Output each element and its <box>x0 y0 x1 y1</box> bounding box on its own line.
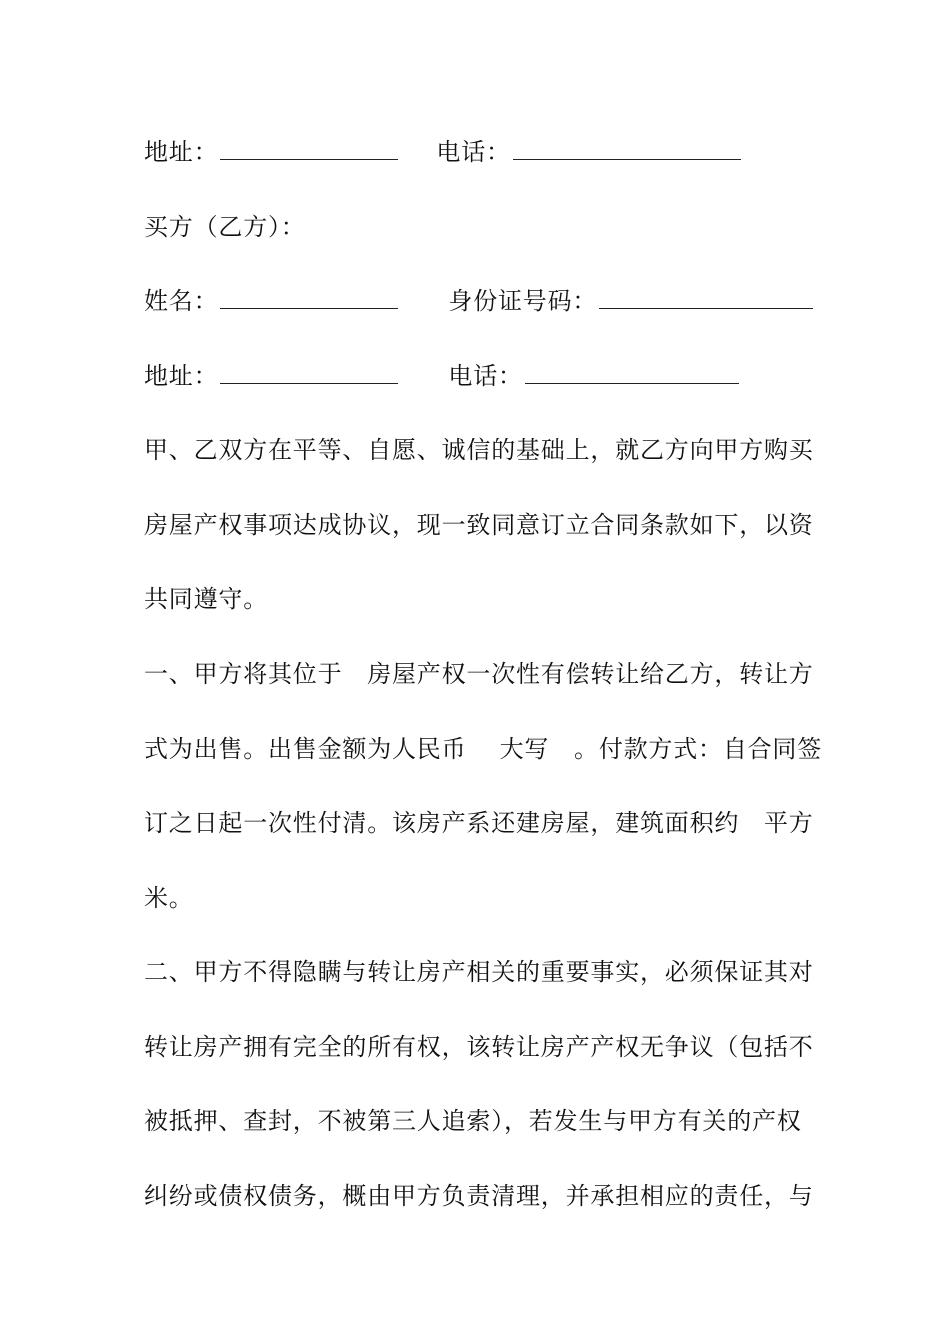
body-line: 式为出售。出售金额为人民币 大写 。付款方式：自合同签 <box>144 735 823 763</box>
buyer-heading: 买方（乙方）： <box>144 213 306 241</box>
seller-contact-line <box>144 136 741 168</box>
body-line: 被抵押、查封，不被第三人追索），若发生与甲方有关的产权 <box>144 1107 802 1135</box>
buyer-address-blank <box>220 361 398 384</box>
buyer-id-line <box>144 285 813 317</box>
buyer-id-label: 身份证号码： <box>448 287 598 315</box>
buyer-name-label: 姓名： <box>144 287 219 315</box>
body-line: 纠纷或债权债务，概由甲方负责清理，并承担相应的责任，与 <box>144 1182 814 1210</box>
body-line: 房屋产权事项达成协议，现一致同意订立合同条款如下，以资 <box>144 511 814 539</box>
buyer-name-blank <box>220 286 398 309</box>
seller-address-label: 地址： <box>144 138 219 166</box>
body-line: 二、甲方不得隐瞒与转让房产相关的重要事实，必须保证其对 <box>144 958 814 986</box>
body-line: 共同遵守。 <box>144 585 268 613</box>
seller-address-blank <box>220 137 398 160</box>
body-line: 米。 <box>144 884 194 912</box>
buyer-address-label: 地址： <box>144 362 219 390</box>
seller-phone-label: 电话： <box>436 138 511 166</box>
body-line: 转让房产拥有完全的所有权，该转让房产产权无争议（包括不 <box>144 1033 814 1061</box>
body-line: 甲、乙双方在平等、自愿、诚信的基础上，就乙方向甲方购买 <box>144 436 814 464</box>
buyer-phone-label: 电话： <box>448 362 523 390</box>
buyer-phone-blank <box>525 361 739 384</box>
body-line: 一、甲方将其位于 房屋产权一次性有偿转让给乙方，转让方 <box>144 660 814 688</box>
buyer-id-blank <box>599 286 813 309</box>
seller-phone-blank <box>513 137 741 160</box>
body-line: 订之日起一次性付清。该房产系还建房屋，建筑面积约 平方 <box>144 809 814 837</box>
buyer-contact-line <box>144 360 739 392</box>
